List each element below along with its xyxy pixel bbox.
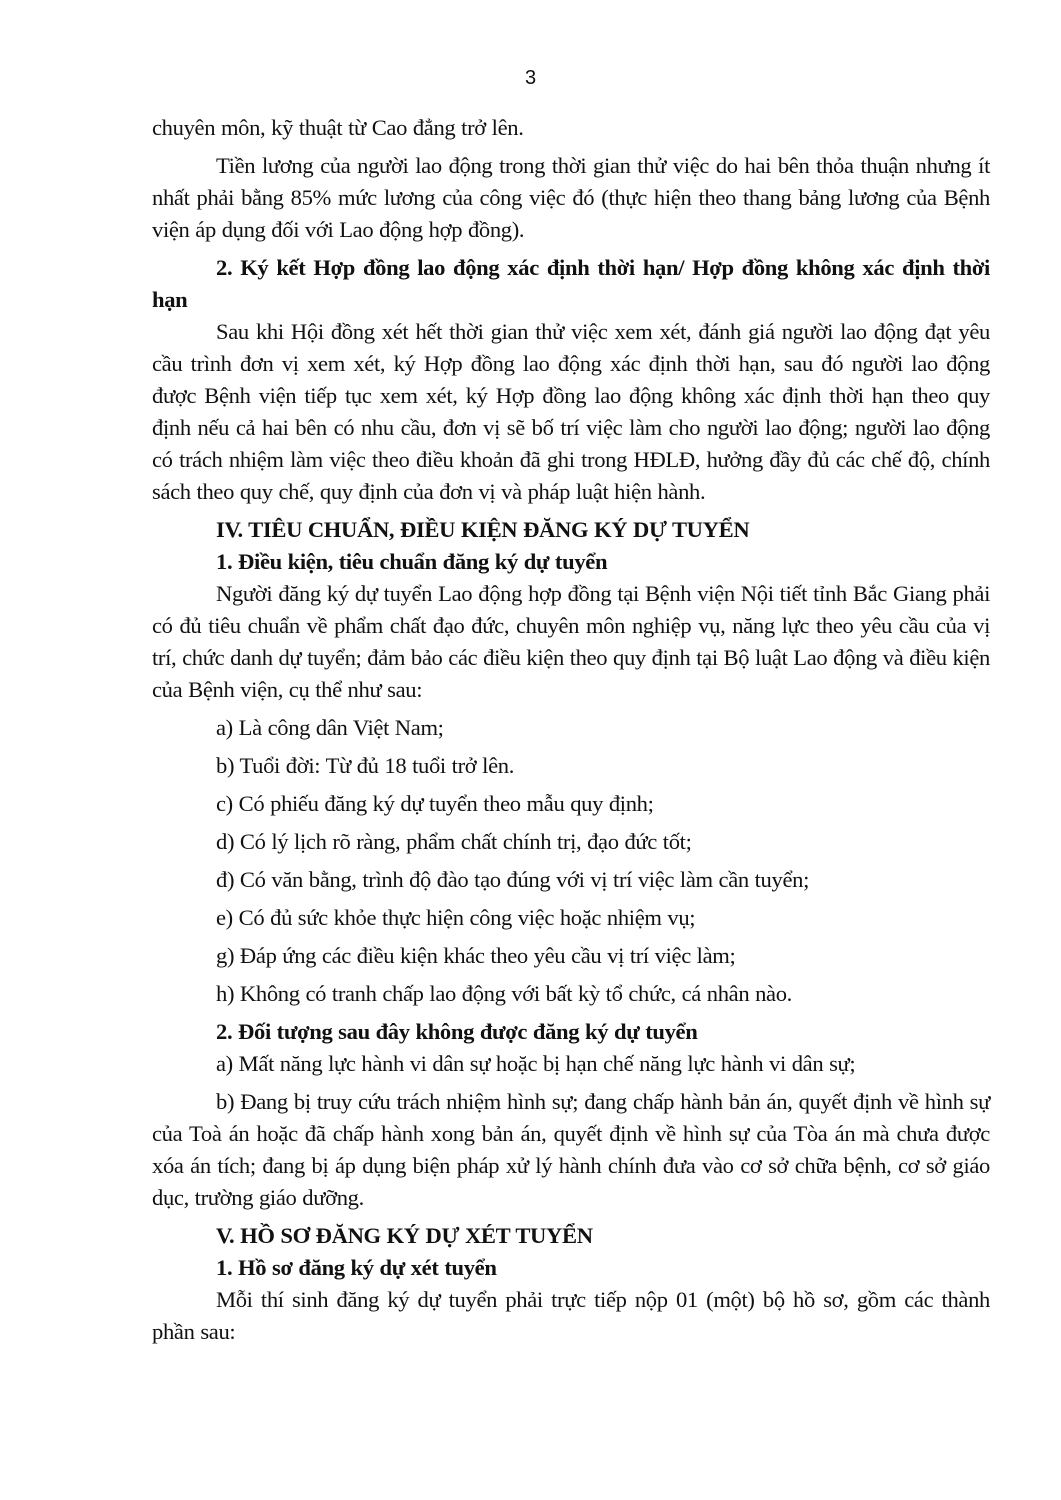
ineligible-persons-list — [152, 1048, 990, 1214]
list-item: a) Là công dân Việt Nam; — [216, 715, 444, 740]
section-iv-subheading-2: 2. Đối tượng sau đây không được đăng ký dự tuyển — [216, 1019, 698, 1044]
section-v-title: V. HỒ SƠ ĐĂNG KÝ DỰ XÉT TUYỂN — [216, 1223, 593, 1248]
section-iv-subheading-1: 1. Điều kiện, tiêu chuẩn đăng ký dự tuyển — [216, 549, 608, 574]
section-iv-title: IV. TIÊU CHUẨN, ĐIỀU KIỆN ĐĂNG KÝ DỰ TUYỂN — [216, 517, 750, 542]
eligibility-criteria-list — [152, 712, 990, 1010]
list-item: e) Có đủ sức khỏe thực hiện công việc hoặc nhiệm vụ; — [216, 905, 696, 930]
paragraph-intro-continuation: chuyên môn, kỹ thuật từ Cao đẳng trở lên. — [152, 115, 524, 140]
section-v-intro: Mỗi thí sinh đăng ký dự tuyển phải trực tiếp nộp 01 (một) bộ hồ sơ, gồm các thành phần sau: — [152, 1287, 990, 1344]
section-v-subheading-1: 1. Hồ sơ đăng ký dự xét tuyển — [216, 1255, 497, 1280]
document-body — [152, 112, 990, 1348]
paragraph-contract-signing: Sau khi Hội đồng xét hết thời gian thử việc xem xét, đánh giá người lao động đạt yêu cầu trình đơn vị xem xét, ký Hợp đồng lao động xác định thời hạn, sau đó người lao động được Bệnh viện tiếp tục xem xét, ký Hợp đồng lao động không xác định thời hạn theo quy định nếu cả hai bên có nhu cầu, đơn vị sẽ bố trí việc làm cho người lao động; người lao động có trách nhiệm làm việc theo điều khoản đã ghi trong HĐLĐ, hưởng đầy đủ các chế độ, chính sách theo quy chế, quy định của đơn vị và pháp luật hiện hành. — [152, 319, 990, 504]
list-item: a) Mất năng lực hành vi dân sự hoặc bị hạn chế năng lực hành vi dân sự; — [216, 1051, 856, 1076]
list-item: d) Có lý lịch rõ ràng, phẩm chất chính trị, đạo đức tốt; — [216, 829, 692, 854]
section-iv-intro: Người đăng ký dự tuyển Lao động hợp đồng tại Bệnh viện Nội tiết tỉnh Bắc Giang phải có đủ tiêu chuẩn về phẩm chất đạo đức, chuyên môn nghiệp vụ, năng lực theo yêu cầu của vị trí, chức danh dự tuyển; đảm bảo các điều kiện theo quy định tại Bộ luật Lao động và điều kiện của Bệnh viện, cụ thể như sau: — [152, 581, 990, 702]
page-number: 3 — [524, 67, 537, 89]
heading-contract-signing: 2. Ký kết Hợp đồng lao động xác định thời hạn/ Hợp đồng không xác định thời hạn — [152, 255, 990, 312]
list-item: b) Đang bị truy cứu trách nhiệm hình sự; đang chấp hành bản án, quyết định về hình sự của Toà án hoặc đã chấp hành xong bản án, quyết định về hình sự của Tòa án mà chưa được xóa án tích; đang bị áp dụng biện pháp xử lý hành chính đưa vào cơ sở chữa bệnh, cơ sở giáo dục, trường giáo dưỡng. — [152, 1089, 990, 1210]
list-item: đ) Có văn bằng, trình độ đào tạo đúng với vị trí việc làm cần tuyển; — [216, 867, 809, 892]
list-item: g) Đáp ứng các điều kiện khác theo yêu cầu vị trí việc làm; — [216, 943, 736, 968]
list-item: c) Có phiếu đăng ký dự tuyển theo mẫu quy định; — [216, 791, 654, 816]
list-item: b) Tuổi đời: Từ đủ 18 tuổi trở lên. — [216, 753, 515, 778]
list-item: h) Không có tranh chấp lao động với bất kỳ tổ chức, cá nhân nào. — [216, 981, 792, 1006]
paragraph-probation-salary: Tiền lương của người lao động trong thời gian thử việc do hai bên thỏa thuận nhưng ít nhất phải bằng 85% mức lương của công việc đó (thực hiện theo thang bảng lương của Bệnh viện áp dụng đối với Lao động hợp đồng). — [152, 153, 990, 242]
